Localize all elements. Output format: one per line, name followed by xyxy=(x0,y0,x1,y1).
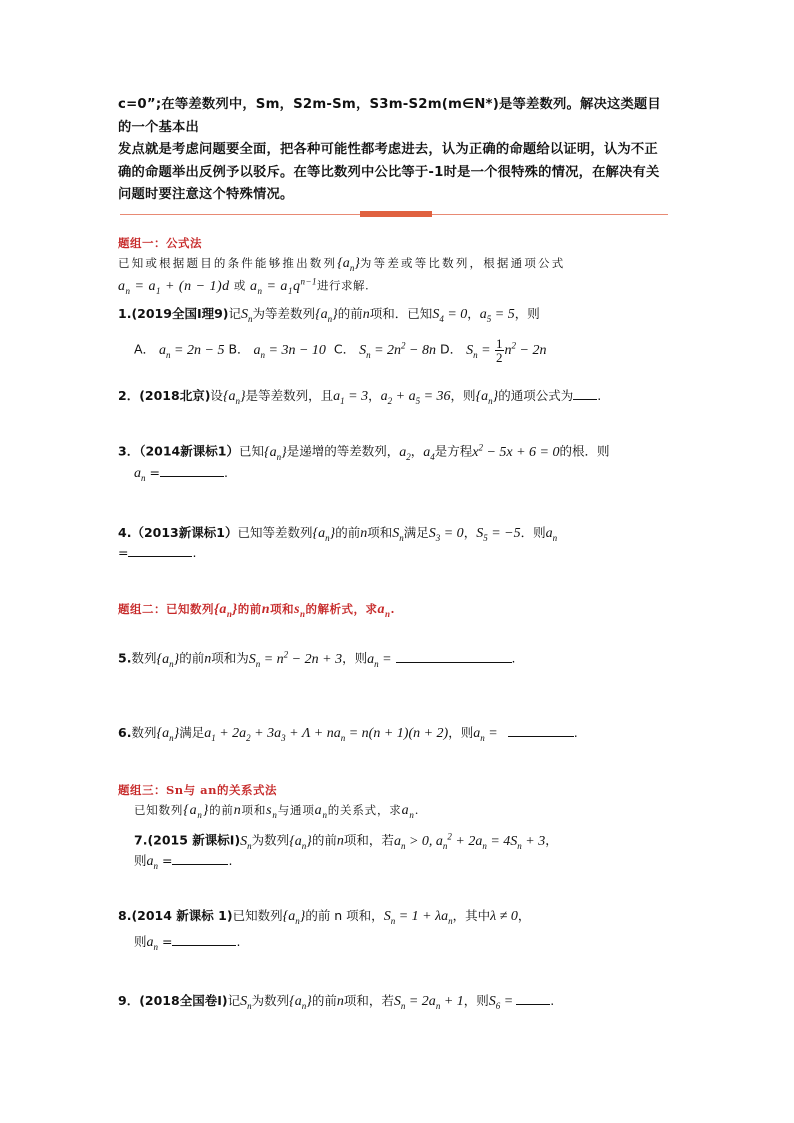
question-5: 5.数列$\{a_n\}$的前n项和为$S_n = n^2 - 2n + 3$，则$a_n$ = . xyxy=(118,649,516,669)
intro-line-3: 确的命题举出反例予以驳斥。在等比数列中公比等于-1时是一个很特殊的情况，在解决有关 xyxy=(118,164,660,180)
intro-line-4: 问题时要注意这个特殊情况。 xyxy=(118,187,294,202)
q2-source: (2018北京) xyxy=(139,388,211,403)
q8-text3: ，其中 xyxy=(452,908,491,923)
group1-desc-line1: 已知或根据题目的条件能够推出数列$\{a_n\}$为等差或等比数列，根据通项公式 xyxy=(118,256,566,273)
q1-source: (2019全国Ⅰ理9) xyxy=(131,306,229,321)
q8-text4: ， xyxy=(517,908,531,923)
q6-text1: 数列 xyxy=(131,725,157,740)
group3-desc-text3: 项和 xyxy=(241,803,267,817)
q9-text4: 项和，若 xyxy=(343,993,394,1008)
q6-text3: ，则 xyxy=(448,725,474,740)
q6-number: 6. xyxy=(118,725,132,740)
q7-text4: ， xyxy=(545,832,558,848)
q1-number: 1. xyxy=(118,306,132,321)
q3-answer-blank[interactable] xyxy=(160,464,224,477)
q1-option-d: D． xyxy=(439,341,463,357)
q2-text3: ， xyxy=(368,388,381,403)
intro-paragraph xyxy=(118,94,674,207)
group2-heading-text3: 项和 xyxy=(270,602,295,616)
q8-source: (2014 新课标 1) xyxy=(131,908,233,923)
q9-number: 9． xyxy=(118,993,140,1008)
q8-answer-blank[interactable] xyxy=(172,933,236,946)
q3-number: 3． xyxy=(118,443,140,459)
group1-desc-line2: $a_n = a_1 + (n - 1)d$ 或 $a_n = a_1q^{n-1}$进行求解. xyxy=(118,276,370,296)
q2-answer-blank[interactable] xyxy=(573,387,597,400)
q8-end: . xyxy=(236,934,241,949)
q5-text1: 数列 xyxy=(131,650,157,666)
q5-answer-blank[interactable] xyxy=(396,650,512,663)
q7-source: (2015 新课标Ⅰ) xyxy=(147,832,241,848)
q2-number: 2． xyxy=(118,388,140,403)
question-3-answer: $a_n$ = . xyxy=(134,465,228,483)
q7-end: . xyxy=(228,853,233,868)
q3-text1: 已知 xyxy=(238,443,264,459)
q3-end: . xyxy=(223,465,228,480)
q7-text5: 则 xyxy=(134,853,147,868)
q7-answer-blank[interactable] xyxy=(172,852,228,865)
q9-text5: ，则 xyxy=(463,993,489,1008)
q8-text1: 已知数列 xyxy=(232,908,283,923)
q2-text4: ，则 xyxy=(450,388,476,403)
group1-heading: 题组一：公式法 xyxy=(118,236,202,250)
q4-text6: ．则 xyxy=(520,525,546,540)
intro-line-1: c=0”;在等差数列中，Sm，S2m-Sm，S3m-S2m(m∈N*)是等差数列。解决这类题目的一个基本出 xyxy=(118,97,661,135)
question-6: 6.数列$\{a_n\}$满足$a_1 + 2a_2 + 3a_3 + \Lambda + na_n = n(n + 1)(n + 2)$，则$a_n$ = . xyxy=(118,725,578,743)
q4-end: . xyxy=(192,545,197,560)
q5-end: . xyxy=(511,650,516,666)
question-7-answer: 则$a_n$ = . xyxy=(134,853,233,871)
question-8-answer: 则$a_n$ = . xyxy=(134,934,241,952)
q7-text2: 的前 xyxy=(311,832,337,848)
q8-text5: 则 xyxy=(134,934,147,949)
group2-heading-text2: 的前 xyxy=(237,602,262,616)
q1-text6: ，则 xyxy=(514,306,540,321)
q1-option-a: A． xyxy=(134,341,156,357)
q9-answer-blank[interactable] xyxy=(516,992,550,1005)
q6-text2: 满足 xyxy=(179,725,205,740)
q7-number: 7. xyxy=(134,832,148,848)
q4-text1: 已知等差数列 xyxy=(237,525,313,540)
question-4: 4.（2013新课标1）已知等差数列$\{a_n\}$的前n项和$S_n$满足$S_3 = 0$，$S_5 = -5$．则$a_n$ xyxy=(118,525,558,543)
q4-text3: 项和 xyxy=(367,525,393,540)
question-2: 2．(2018北京)设$\{a_n\}$是等差数列，且$a_1 = 3$，$a_2 + a_5 = 36$，则$\{a_n\}$的通项公式为 . xyxy=(118,388,602,406)
question-8: 8.(2014 新课标 1)已知数列$\{a_n\}$的前 n 项和，$S_n = 1 + \lambda a_n$，其中λ ≠ 0， xyxy=(118,908,531,926)
q4-text4: 满足 xyxy=(403,525,429,540)
q7-text1: 为数列 xyxy=(251,832,290,848)
group3-desc: 已知数列$\{a_n\}$的前n项和$s_n$与通项$a_n$的关系式，求$a_n$. xyxy=(134,803,420,820)
group3-heading: 题组三：Sn与 an的关系式法 xyxy=(118,783,277,797)
question-3: 3．（2014新课标1）已知$\{a_n\}$是递增的等差数列，$a_2$，$a_4$是方程$x^2 - 5x + 6 = 0$的根．则 xyxy=(118,442,610,462)
q5-text2: 的前 xyxy=(179,650,205,666)
question-1: 1.(2019全国Ⅰ理9)记$S_n$为等差数列$\{a_n\}$的前n项和．已知$S_4 = 0$，$a_5 = 5$，则 xyxy=(118,306,540,324)
q1-text5: ， xyxy=(467,306,480,321)
section-divider-accent xyxy=(360,211,432,217)
q4-source: （2013新课标1） xyxy=(131,525,238,540)
q4-answer-blank[interactable] xyxy=(128,544,192,557)
q9-text2: 为数列 xyxy=(251,993,290,1008)
q2-text5: 的通项公式为 xyxy=(498,388,574,403)
group3-desc-text5: 的关系式，求 xyxy=(327,803,402,817)
q4-number: 4. xyxy=(118,525,132,540)
q9-text3: 的前 xyxy=(311,993,337,1008)
q8-number: 8. xyxy=(118,908,132,923)
q5-text4: ，则 xyxy=(342,650,368,666)
q4-text5: ， xyxy=(463,525,477,540)
q3-text3: ， xyxy=(410,443,424,459)
q3-text2: 是递增的等差数列， xyxy=(286,443,400,459)
q2-text2: 是等差数列，且 xyxy=(245,388,334,403)
question-4-answer: = . xyxy=(118,545,197,560)
q6-end: . xyxy=(573,725,578,740)
q9-end: . xyxy=(550,993,555,1008)
q4-text2: 的前 xyxy=(335,525,361,540)
q7-text3: 项和，若 xyxy=(343,832,394,848)
q9-text1: 记 xyxy=(227,993,241,1008)
group3-desc-text1: 已知数列 xyxy=(134,803,184,817)
q3-source: （2014新课标1） xyxy=(139,443,239,459)
group1-desc-text1: 已知或根据题目的条件能够推出数列 xyxy=(118,256,338,270)
q2-end: . xyxy=(597,388,602,403)
group1-desc-text3: 进行求解. xyxy=(317,278,370,293)
group2-heading-text1: 题组二：已知数列 xyxy=(118,602,214,616)
q1-option-c: C． xyxy=(333,341,356,357)
q1-text3: 的前 xyxy=(337,306,363,321)
q5-number: 5. xyxy=(118,650,132,666)
q1-text1: 记 xyxy=(228,306,242,321)
q3-text4: 是方程 xyxy=(434,443,473,459)
q2-text1: 设 xyxy=(210,388,223,403)
question-1-options: A． $a_n = 2n - 5$ B． $a_n = 3n - 10$ C． $S_n = 2n^2 - 8n$ D． $S_n$ = $\frac{1}{2}$ $n^2 - 2n$ xyxy=(134,335,547,365)
q1-text2: 为等差数列 xyxy=(252,306,316,321)
group2-heading: 题组二：已知数列$\{a_n\}$的前n项和$s_n$的解析式，求$a_n$. xyxy=(118,602,396,619)
intro-line-2: 发点就是考虑问题要全面，把各种可能性都考虑进去，认为正确的命题给以证明，认为不正 xyxy=(118,142,658,157)
group3-desc-text2: 的前 xyxy=(209,803,234,817)
q9-source: (2018全国卷Ⅰ) xyxy=(139,993,228,1008)
group1-desc-text2: 为等差或等比数列，根据通项公式 xyxy=(359,256,566,270)
group2-heading-text4: 的解析式，求 xyxy=(305,602,378,616)
group3-desc-text4: 与通项 xyxy=(277,803,315,817)
q6-answer-blank[interactable] xyxy=(508,724,574,737)
question-7: 7.(2015 新课标$Ⅰ)S_n$为数列$\{a_n\}$的前n项和，若$a_n > 0$, $a_n^2 + 2a_n = 4S_n + 3$， xyxy=(134,831,558,851)
q1-option-b: B． xyxy=(228,341,250,357)
q8-text2: 的前 n 项和， xyxy=(305,908,384,923)
question-9: 9．(2018全国卷Ⅰ)记$S_n$为数列$\{a_n\}$的前n项和，若$S_n = 2a_n + 1$，则$S_6$ = . xyxy=(118,993,555,1011)
q3-text5: 的根．则 xyxy=(559,443,610,459)
q5-text3: 项和为 xyxy=(211,650,249,666)
q1-text4: 项和．已知 xyxy=(369,306,433,321)
